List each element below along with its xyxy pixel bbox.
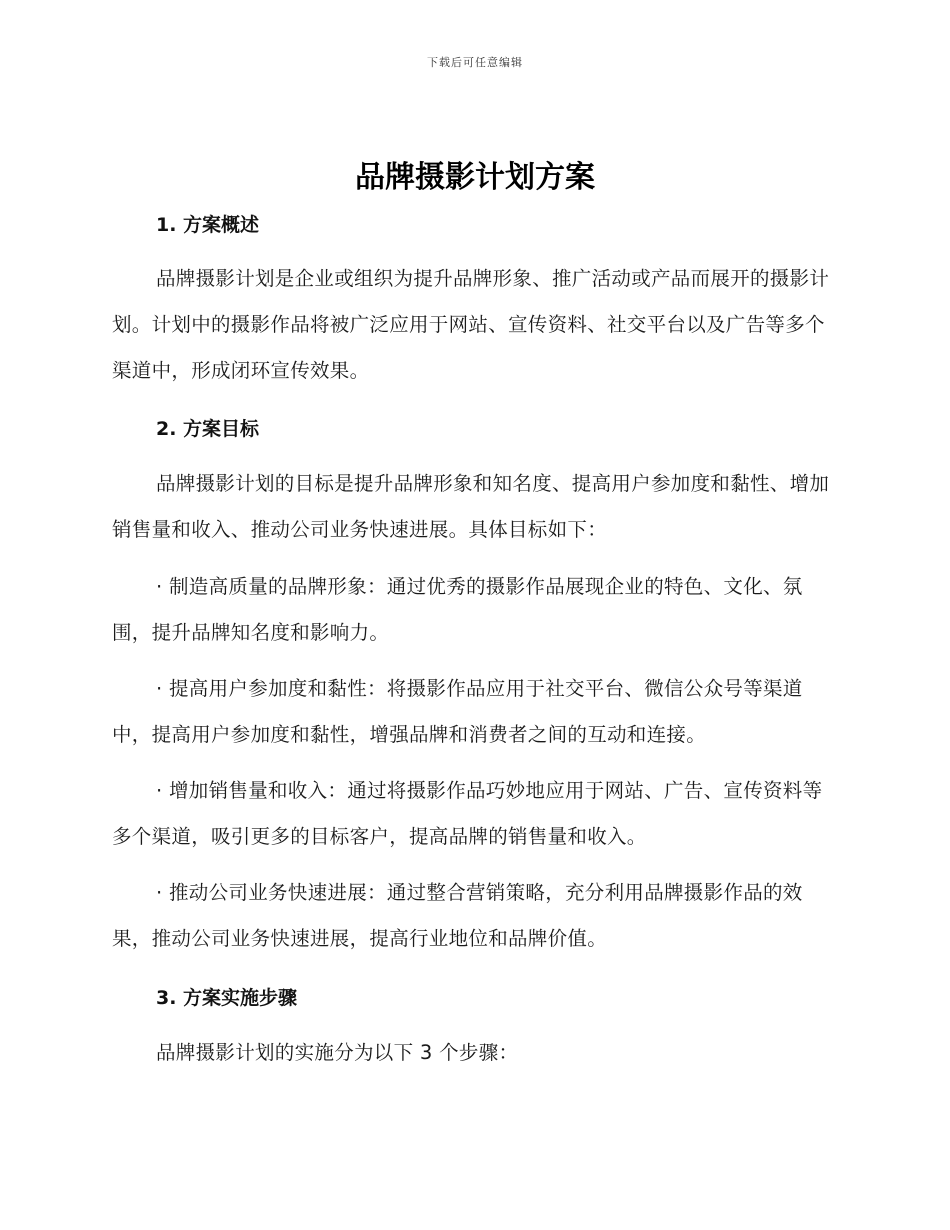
steps-intro-paragraph: 品牌摄影计划的实施分为以下 3 个步骤： (156, 1041, 519, 1064)
goal-item-user-engagement: · 提高用户参加度和黏性：将摄影作品应用于社交平台、微信公众号等渠道中，提高用户参加度和黏性，增强品牌和消费者之间的互动和连接。 (112, 677, 803, 746)
goal-item-brand-image: · 制造高质量的品牌形象：通过优秀的摄影作品展现企业的特色、文化、氛围，提升品牌知名度和影响力。 (112, 575, 803, 644)
section-heading-overview: 1. 方案概述 (156, 214, 260, 236)
document-title: 品牌摄影计划方案 (355, 160, 595, 195)
goals-intro-paragraph: 品牌摄影计划的目标是提升品牌形象和知名度、提高用户参加度和黏性、增加销售量和收入、推动公司业务快速进展。具体目标如下： (112, 472, 830, 541)
goal-item-sales-revenue: · 增加销售量和收入：通过将摄影作品巧妙地应用于网站、广告、宣传资料等多个渠道，吸引更多的目标客户，提高品牌的销售量和收入。 (112, 779, 823, 848)
header-note: 下载后可任意编辑 (427, 56, 523, 69)
section-heading-goals: 2. 方案目标 (156, 418, 260, 440)
section-heading-steps: 3. 方案实施步骤 (156, 987, 298, 1009)
overview-paragraph: 品牌摄影计划是企业或组织为提升品牌形象、推广活动或产品而展开的摄影计划。计划中的摄影作品将被广泛应用于网站、宣传资料、社交平台以及广告等多个渠道中，形成闭环宣传效果。 (112, 267, 830, 382)
goal-item-business-growth: · 推动公司业务快速进展：通过整合营销策略，充分利用品牌摄影作品的效果，推动公司业务快速进展，提高行业地位和品牌价值。 (112, 881, 803, 950)
